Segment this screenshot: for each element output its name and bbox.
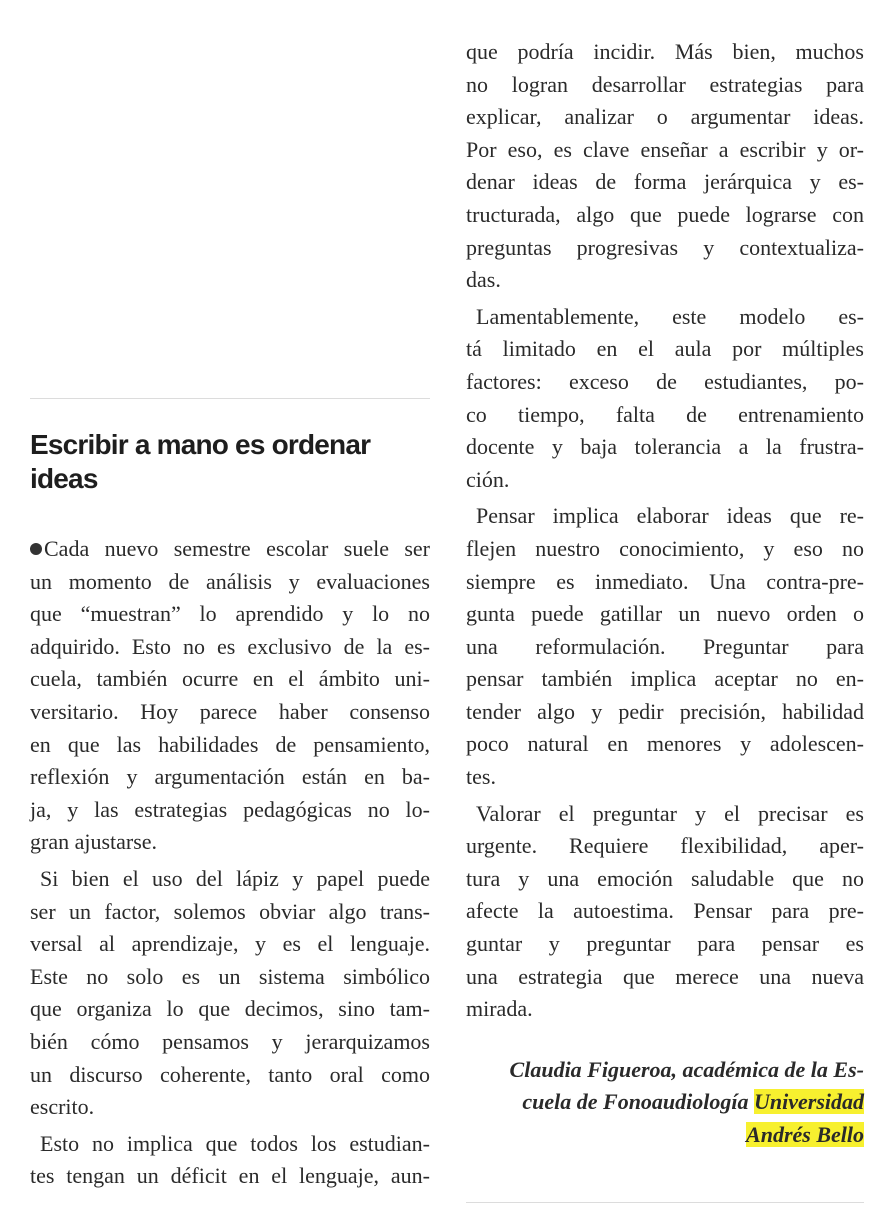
text-line: poco natural en menores y adolescen-: [466, 731, 864, 757]
text-line: tes.: [466, 764, 496, 790]
text-line: un discurso coherente, tanto oral como: [30, 1061, 430, 1087]
paragraph-7: [466, 798, 864, 1026]
text-line: urgente. Requiere flexibilidad, aper-: [466, 833, 864, 859]
right-column: [466, 36, 864, 1152]
byline-line-3: [466, 1119, 864, 1152]
paragraph-1: [30, 533, 430, 859]
text-line: versal al aprendizaje, y es el lenguaje.: [30, 931, 430, 957]
text-line: tender algo y pedir precisión, habilidad: [466, 698, 864, 724]
byline-line-2: cuela de Fonoaudiología Universidad: [522, 1089, 864, 1115]
headline-line-1: Escribir a mano es ordenar: [30, 429, 371, 460]
paragraph-2: [30, 863, 430, 1124]
author-byline: [466, 1054, 864, 1152]
text-line: que organiza lo que decimos, sino tam-: [30, 996, 430, 1022]
text-line: mirada.: [466, 996, 533, 1022]
text-line: ja, y las estrategias pedagógicas no lo-: [30, 796, 430, 822]
text-line: una reformulación. Preguntar para: [466, 633, 864, 659]
text-line: bién cómo pensamos y jerarquizamos: [30, 1028, 430, 1054]
text-line: guntar y preguntar para pensar es: [466, 931, 864, 957]
text-line: tes tengan un déficit en el lenguaje, aun-: [30, 1163, 430, 1189]
text-line: gran ajustarse.: [30, 829, 158, 855]
text-line: Valorar el preguntar y el precisar es: [476, 800, 864, 826]
highlighted-university: Universidad: [754, 1089, 864, 1115]
text-line: tá limitado en el aula por múltiples: [466, 336, 864, 362]
paragraph-3: [30, 1128, 430, 1193]
text-line: un momento de análisis y evaluaciones: [30, 568, 430, 594]
text-line: Cada nuevo semestre escolar suele ser: [30, 533, 430, 566]
text-line: Esto no implica que todos los estudian-: [40, 1130, 430, 1156]
text-line: preguntas progresivas y contextualiza-: [466, 234, 864, 260]
text-line: factores: exceso de estudiantes, po-: [466, 368, 864, 394]
section-divider: [30, 398, 430, 399]
text-line: en que las habilidades de pensamiento,: [30, 731, 430, 757]
text-line: afecte la autoestima. Pensar para pre-: [466, 898, 864, 924]
text-line: flejen nuestro conocimiento, y eso no: [466, 535, 864, 561]
text-line: que “muestran” lo aprendido y lo no: [30, 601, 430, 627]
text-line: tructurada, algo que puede lograrse con: [466, 201, 864, 227]
text-line: versitario. Hoy parece haber consenso: [30, 698, 430, 724]
text-line: una estrategia que merece una nueva: [466, 963, 864, 989]
paragraph-5: [466, 301, 864, 497]
bottom-divider: [466, 1202, 864, 1203]
text-line: das.: [466, 267, 501, 293]
text-line: co tiempo, falta de entrenamiento: [466, 401, 864, 427]
text-line: reflexión y argumentación están en ba-: [30, 764, 430, 790]
text-line: escrito.: [30, 1094, 95, 1120]
text-line: Si bien el uso del lápiz y papel puede: [40, 865, 430, 891]
text-line: Por eso, es clave enseñar a escribir y or-: [466, 136, 864, 162]
text-line: Lamentablemente, este modelo es-: [476, 303, 864, 329]
headline-line-2: ideas: [30, 463, 98, 494]
text-line: explicar, analizar o argumentar ideas.: [466, 104, 864, 130]
byline-line-1: Claudia Figueroa, académica de la Es-: [509, 1056, 864, 1082]
text-line: cuela, también ocurre en el ámbito uni-: [30, 666, 430, 692]
text-line: ción.: [466, 466, 510, 492]
text-line: tura y una emoción saludable que no: [466, 865, 864, 891]
text-line: no logran desarrollar estrategias para: [466, 71, 864, 97]
text-line: adquirido. Esto no es exclusivo de la es-: [30, 633, 430, 659]
text-line: docente y baja tolerancia a la frustra-: [466, 434, 864, 460]
text-line: siempre es inmediato. Una contra-pre-: [466, 568, 864, 594]
paragraph-6: [466, 500, 864, 793]
text-line: gunta puede gatillar un nuevo orden o: [466, 601, 864, 627]
text-line: que podría incidir. Más bien, muchos: [466, 39, 864, 64]
text-line: denar ideas de forma jerárquica y es-: [466, 169, 864, 195]
text-line: pensar también implica aceptar no en-: [466, 666, 864, 692]
paragraph-4: [466, 36, 864, 297]
highlighted-university-name: Andrés Bello: [746, 1122, 864, 1147]
text-line: ser un factor, solemos obviar algo trans-: [30, 898, 430, 924]
article-headline: [30, 428, 430, 496]
bullet-icon: [30, 543, 42, 555]
text-line: Pensar implica elaborar ideas que re-: [476, 503, 864, 529]
text-line: Este no solo es un sistema simbólico: [30, 963, 430, 989]
left-column: [30, 533, 430, 1193]
